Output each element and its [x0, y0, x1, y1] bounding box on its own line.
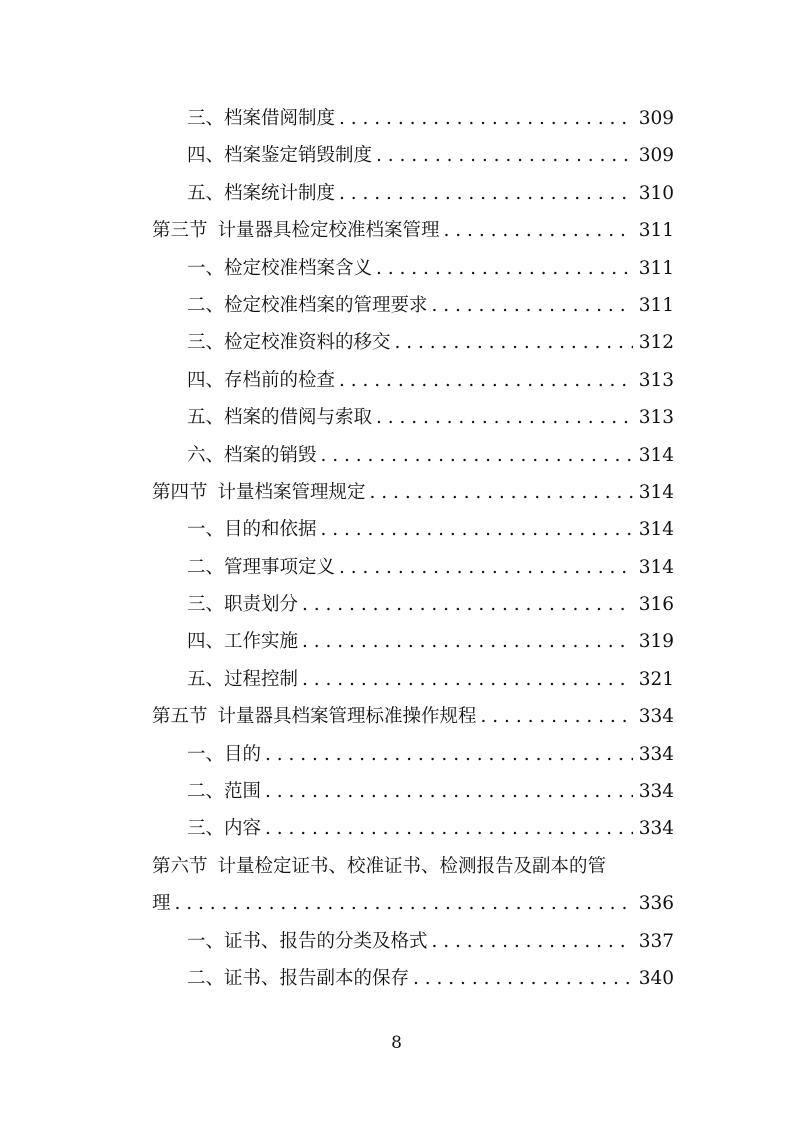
- toc-page-number: 321: [638, 668, 674, 690]
- toc-title: 一、证书、报告的分类及格式: [187, 930, 428, 952]
- toc-page-number: 313: [638, 369, 674, 391]
- toc-title: 三、职责划分: [187, 594, 299, 616]
- toc-subitem[interactable]: [152, 175, 674, 212]
- toc-page-number: 310: [638, 182, 674, 204]
- toc-subitem[interactable]: [152, 437, 674, 474]
- toc-title: 五、档案统计制度: [187, 182, 336, 204]
- dot-leader: [265, 773, 633, 810]
- toc-page-number: 312: [638, 332, 674, 354]
- page-number: 8: [391, 1033, 402, 1053]
- dot-leader: [432, 923, 633, 960]
- toc-page-number: 311: [638, 220, 674, 242]
- toc-subitem[interactable]: [152, 586, 674, 623]
- toc-page-number: 316: [638, 594, 674, 616]
- dot-leader: [321, 511, 633, 548]
- dot-leader: [376, 250, 633, 287]
- dot-leader: [321, 437, 633, 474]
- dot-leader: [339, 549, 633, 586]
- section-label: 第四节: [152, 481, 208, 503]
- toc-title: 计量档案管理规定: [217, 481, 366, 503]
- section-label: 第六节: [152, 855, 208, 877]
- dot-leader: [444, 212, 633, 249]
- dot-leader: [175, 885, 633, 922]
- toc-page-number: 311: [638, 257, 674, 279]
- toc-page-number: 340: [638, 967, 674, 989]
- toc-title: 三、内容: [187, 818, 262, 840]
- dot-leader: [395, 324, 633, 361]
- toc-subitem[interactable]: [152, 287, 674, 324]
- toc-subitem[interactable]: [152, 810, 674, 847]
- toc-title: 一、检定校准档案含义: [187, 257, 373, 279]
- toc-page-number: 319: [638, 631, 674, 653]
- toc-subitem[interactable]: [152, 549, 674, 586]
- toc-page-number: 309: [638, 145, 674, 167]
- toc-subitem[interactable]: [152, 100, 674, 137]
- dot-leader: [339, 100, 633, 137]
- toc-title: 五、过程控制: [187, 668, 299, 690]
- toc-title: 四、档案鉴定销毁制度: [187, 145, 373, 167]
- dot-leader: [265, 736, 633, 773]
- toc-section-continued[interactable]: [152, 885, 674, 922]
- toc-subitem[interactable]: [152, 399, 674, 436]
- toc-title: 一、目的和依据: [187, 519, 317, 541]
- toc-page-number: 311: [638, 294, 674, 316]
- dot-leader: [481, 698, 633, 735]
- toc-subitem[interactable]: [152, 960, 674, 997]
- toc-page-number: 334: [638, 743, 674, 765]
- toc-subitem[interactable]: [152, 661, 674, 698]
- toc-title: 五、档案的借阅与索取: [187, 407, 373, 429]
- toc-page-number: 337: [638, 930, 674, 952]
- toc-section[interactable]: [152, 212, 674, 249]
- dot-leader: [376, 137, 633, 174]
- toc-page-number: 314: [638, 556, 674, 578]
- dot-leader: [339, 175, 633, 212]
- dot-leader: [376, 399, 633, 436]
- toc-title: 计量器具检定校准档案管理: [217, 220, 440, 242]
- toc-title: 二、证书、报告副本的保存: [187, 967, 410, 989]
- toc-subitem[interactable]: [152, 137, 674, 174]
- toc-subitem[interactable]: [152, 250, 674, 287]
- toc-title: 计量器具档案管理标准操作规程: [217, 706, 477, 728]
- toc-page-number: 314: [638, 519, 674, 541]
- section-label: 第五节: [152, 706, 208, 728]
- toc-title: 二、检定校准档案的管理要求: [187, 294, 428, 316]
- toc-title: 计量检定证书、校准证书、检测报告及副本的管: [217, 855, 607, 877]
- section-label: 第三节: [152, 220, 208, 242]
- dot-leader: [370, 474, 633, 511]
- toc-page-number: 309: [638, 108, 674, 129]
- dot-leader: [302, 586, 633, 623]
- toc-subitem[interactable]: [152, 362, 674, 399]
- toc-page-number: 314: [638, 481, 674, 503]
- toc-title: 理: [152, 893, 171, 915]
- toc-page-number: 334: [638, 706, 674, 728]
- toc-subitem[interactable]: [152, 773, 674, 810]
- dot-leader: [413, 960, 633, 997]
- toc-title: 二、范围: [187, 781, 262, 803]
- toc-subitem[interactable]: [152, 923, 674, 960]
- dot-leader: [432, 287, 633, 324]
- toc-title: 三、档案借阅制度: [187, 108, 336, 129]
- dot-leader: [339, 362, 633, 399]
- table-of-contents: [152, 100, 674, 997]
- dot-leader: [265, 810, 633, 847]
- dot-leader: [302, 661, 633, 698]
- toc-section[interactable]: [152, 474, 674, 511]
- dot-leader: [302, 623, 633, 660]
- toc-section[interactable]: [152, 848, 674, 885]
- toc-title: 四、存档前的检查: [187, 369, 336, 391]
- toc-page-number: 334: [638, 781, 674, 803]
- toc-subitem[interactable]: [152, 736, 674, 773]
- toc-subitem[interactable]: [152, 623, 674, 660]
- toc-title: 四、工作实施: [187, 631, 299, 653]
- toc-subitem[interactable]: [152, 324, 674, 361]
- toc-page-number: 334: [638, 818, 674, 840]
- toc-subitem[interactable]: [152, 511, 674, 548]
- toc-page-number: 313: [638, 407, 674, 429]
- toc-page-number: 314: [638, 444, 674, 466]
- toc-page-number: 336: [638, 893, 674, 915]
- toc-section[interactable]: [152, 698, 674, 735]
- toc-title: 六、档案的销毁: [187, 444, 317, 466]
- toc-title: 二、管理事项定义: [187, 556, 336, 578]
- toc-title: 一、目的: [187, 743, 262, 765]
- toc-title: 三、检定校准资料的移交: [187, 332, 391, 354]
